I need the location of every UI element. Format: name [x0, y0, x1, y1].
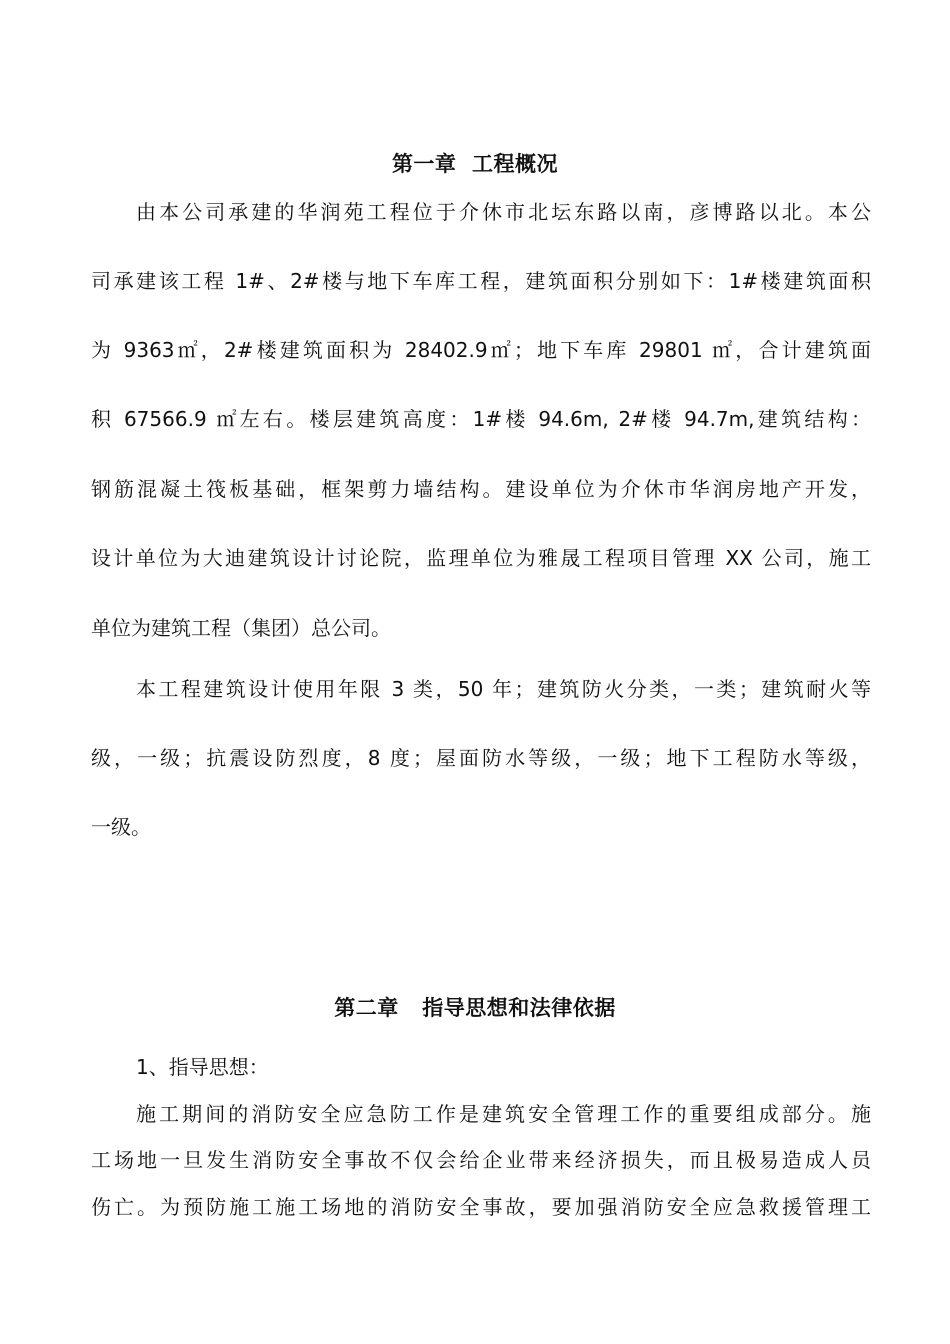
paragraph-line: 级，一级；抗震设防烈度，8 度；屋面防水等级，一级；地下工程防水等级，	[91, 746, 871, 770]
paragraph-line: 一级。	[91, 815, 151, 839]
paragraph-line: 施工期间的消防安全应急防工作是建筑安全管理工作的重要组成部分。施	[136, 1102, 871, 1126]
paragraph-line: 单位为建筑工程（集团）总公司。	[91, 616, 391, 640]
paragraph-line: 设计单位为大迪建筑设计讨论院，监理单位为雅晟工程项目管理 XX 公司，施工	[91, 546, 871, 570]
chapter-1-title: 第一章 工程概况	[391, 152, 559, 176]
chapter-2-title: 第二章 指导思想和法律依据	[334, 996, 616, 1020]
paragraph-line: 为 9363㎡，2#楼建筑面积为 28402.9㎡；地下车库 29801 ㎡，合计建筑面	[91, 338, 871, 362]
paragraph-line: 钢筋混凝土筏板基础，框架剪力墙结构。建设单位为介休市华润房地产开发，	[91, 477, 871, 501]
paragraph-line: 司承建该工程 1#、2#楼与地下车库工程，建筑面积分别如下：1#楼建筑面积	[91, 269, 871, 293]
paragraph-line: 本工程建筑设计使用年限 3 类，50 年；建筑防火分类，一类；建筑耐火等	[136, 677, 871, 701]
section-subheading: 1、指导思想：	[136, 1055, 269, 1079]
paragraph-line: 伤亡。为预防施工施工场地的消防安全事故，要加强消防安全应急救援管理工	[91, 1195, 871, 1219]
paragraph-line: 由本公司承建的华润苑工程位于介休市北坛东路以南，彦博路以北。本公	[136, 200, 871, 224]
paragraph-line: 积 67566.9 ㎡左右。楼层建筑高度：1#楼 94.6m, 2#楼 94.7m,建筑结构：	[91, 407, 871, 431]
paragraph-line: 工场地一旦发生消防安全事故不仅会给企业带来经济损失，而且极易造成人员	[91, 1148, 871, 1172]
